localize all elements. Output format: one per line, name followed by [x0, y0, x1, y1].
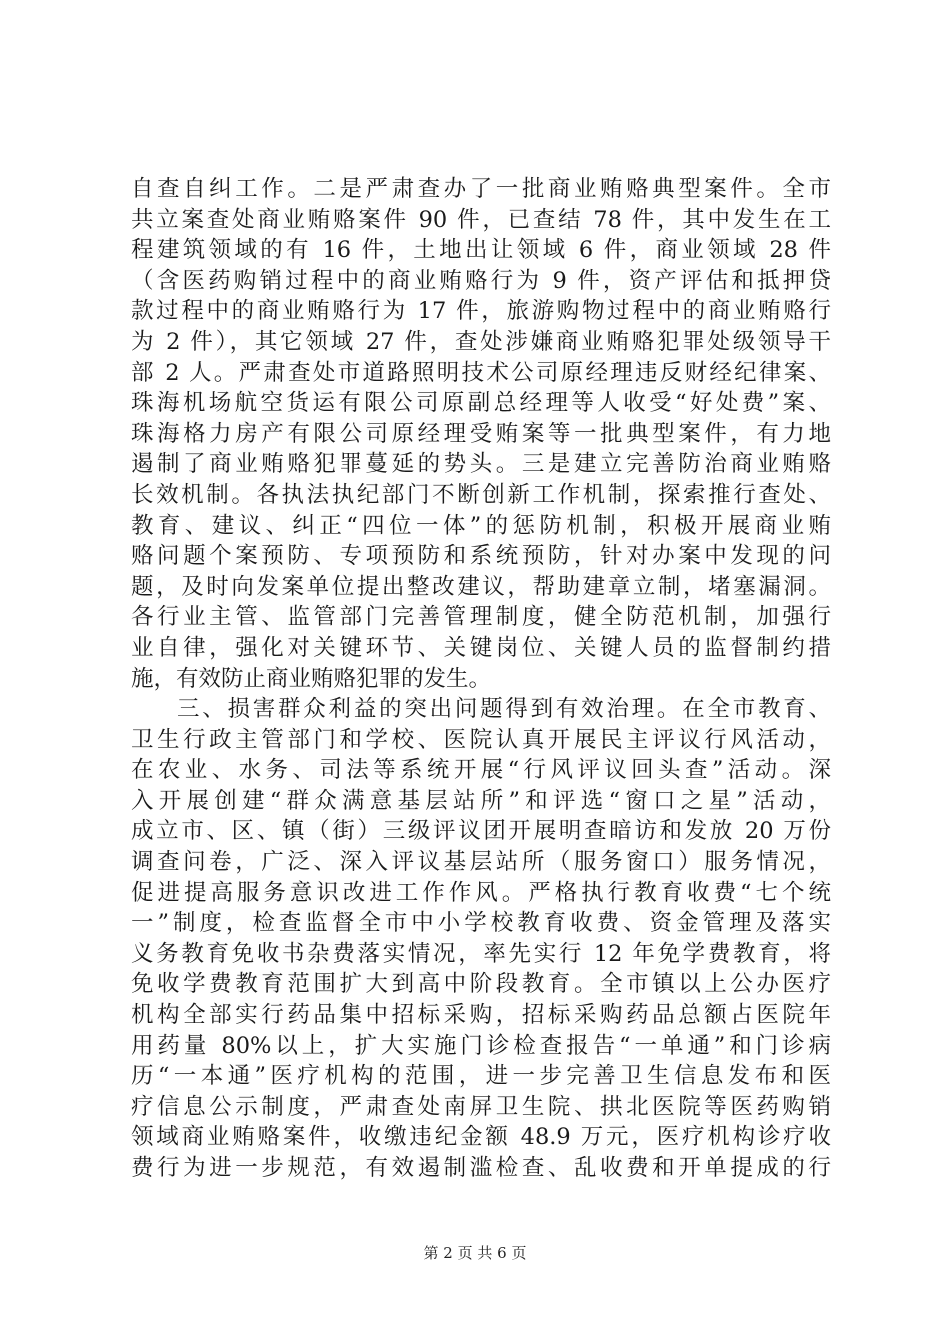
text-line: 长效机制。各执法执纪部门不断创新工作机制，探索推行查处、: [131, 481, 831, 508]
page-number-footer: 第 2 页 共 6 页: [423, 1244, 527, 1262]
text-line: 教育、建议、纠正“四位一体”的惩防机制，积极开展商业贿: [131, 512, 831, 539]
text-line: （含医药购销过程中的商业贿赂行为 9 件，资产评估和抵押贷: [131, 267, 831, 294]
text-line: 珠海机场航空货运有限公司原副总经理等人收受“好处费”案、: [131, 390, 831, 417]
text-line: 题，及时向发案单位提出整改建议，帮助建章立制，堵塞漏洞。: [131, 573, 831, 600]
text-line: 历“一本通”医疗机构的范围，进一步完善卫生信息发布和医: [131, 1063, 831, 1090]
paragraph-start-line: 三、损害群众利益的突出问题得到有效治理。在全市教育、: [177, 696, 831, 723]
text-line: 程建筑领域的有 16 件，土地出让领域 6 件，商业领域 28 件: [131, 237, 831, 264]
text-line: 调查问卷，广泛、深入评议基层站所（服务窗口）服务情况，: [131, 849, 831, 876]
text-line: 费行为进一步规范，有效遏制滥检查、乱收费和开单提成的行: [131, 1155, 831, 1181]
text-line: 一”制度，检查监督全市中小学校教育收费、资金管理及落实: [131, 910, 831, 937]
text-line: 促进提高服务意识改进工作作风。严格执行教育收费“七个统: [131, 879, 831, 906]
text-line: 自查自纠工作。二是严肃查办了一批商业贿赂典型案件。全市: [131, 176, 831, 202]
body-text: [131, 174, 831, 1184]
text-line: 珠海格力房产有限公司原经理受贿案等一批典型案件，有力地: [131, 420, 831, 447]
text-line: 业自律，强化对关键环节、关键岗位、关键人员的监督制约措: [131, 634, 831, 661]
text-line: 遏制了商业贿赂犯罪蔓延的势头。三是建立完善防治商业贿赂: [131, 451, 831, 478]
text-line: 各行业主管、监管部门完善管理制度，健全防范机制，加强行: [131, 604, 831, 631]
text-line: 在农业、水务、司法等系统开展“行风评议回头查”活动。深: [131, 757, 831, 784]
text-line: 入开展创建“群众满意基层站所”和评选“窗口之星”活动，: [131, 787, 831, 814]
text-line: 赂问题个案预防、专项预防和系统预防，针对办案中发现的问: [131, 543, 831, 570]
text-line: 用药量 80%以上，扩大实施门诊检查报告“一单通”和门诊病: [131, 1032, 831, 1059]
text-line: 疗信息公示制度，严肃查处南屏卫生院、拱北医院等医药购销: [131, 1093, 831, 1120]
text-line: 义务教育免收书杂费落实情况，率先实行 12 年免学费教育，将: [131, 940, 831, 967]
text-line: 领域商业贿赂案件，收缴违纪金额 48.9 万元，医疗机构诊疗收: [131, 1124, 831, 1151]
text-line: 共立案查处商业贿赂案件 90 件，已查结 78 件，其中发生在工: [131, 206, 831, 233]
text-line: 为 2 件），其它领域 27 件，查处涉嫌商业贿赂犯罪处级领导干: [131, 328, 831, 355]
text-line: 卫生行政主管部门和学校、医院认真开展民主评议行风活动，: [131, 726, 831, 753]
text-line: 款过程中的商业贿赂行为 17 件，旅游购物过程中的商业贿赂行: [131, 298, 831, 325]
text-line: 施，有效防止商业贿赂犯罪的发生。: [131, 665, 492, 692]
text-line: 机构全部实行药品集中招标采购，招标采购药品总额占医院年: [131, 1002, 831, 1029]
text-line: 部 2 人。严肃查处市道路照明技术公司原经理违反财经纪律案、: [131, 359, 831, 386]
text-line: 免收学费教育范围扩大到高中阶段教育。全市镇以上公办医疗: [131, 971, 831, 998]
text-line: 成立市、区、镇（街）三级评议团开展明查暗访和发放 20 万份: [131, 818, 831, 845]
